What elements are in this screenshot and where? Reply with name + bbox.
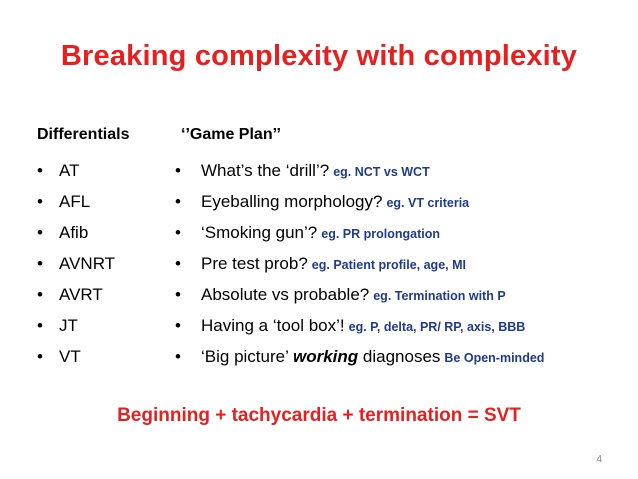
- plan-text: Eyeballing morphology?: [201, 192, 383, 211]
- plan-text: ‘Big picture’: [201, 347, 289, 366]
- summary-statement: Beginning + tachycardia + termination = SVT: [117, 405, 521, 426]
- differential-label: VT: [59, 347, 81, 366]
- plan-example: eg. PR prolongation: [321, 227, 440, 241]
- differential-label: JT: [59, 316, 78, 335]
- bullet-marker: •: [37, 192, 43, 211]
- slide-title: Breaking complexity with complexity: [60, 40, 578, 72]
- bullet-marker: •: [175, 254, 181, 273]
- plan-text: diagnoses: [362, 347, 441, 366]
- plan-emphasis: working: [292, 347, 359, 366]
- bullet-marker: •: [175, 316, 181, 335]
- bullet-marker: •: [175, 192, 181, 211]
- plan-example: eg. Patient profile, age, MI: [311, 258, 466, 272]
- plan-text: Pre test prob?: [201, 254, 308, 273]
- plan-example: eg. P, delta, PR/ RP, axis, BBB: [348, 320, 526, 334]
- plan-text: What’s the ‘drill’?: [201, 161, 330, 180]
- game-plan-heading: ‘’Game Plan’’: [181, 126, 281, 143]
- plan-example: eg. VT criteria: [386, 196, 470, 210]
- plan-example: Be Open-minded: [444, 351, 545, 365]
- differential-label: AT: [59, 161, 80, 180]
- bullet-marker: •: [175, 161, 181, 180]
- differential-label: AVNRT: [59, 254, 116, 273]
- differential-label: AFL: [59, 192, 91, 211]
- bullet-marker: •: [37, 161, 43, 180]
- plan-text: Absolute vs probable?: [201, 285, 370, 304]
- differential-label: Afib: [59, 223, 89, 242]
- page-number: 4: [596, 454, 602, 465]
- bullet-marker: •: [175, 285, 181, 304]
- plan-example: eg. Termination with P: [373, 289, 506, 303]
- bullet-marker: •: [37, 223, 43, 242]
- differentials-heading: Differentials: [37, 126, 130, 143]
- plan-text: Having a ‘tool box’!: [201, 316, 345, 335]
- plan-example: eg. NCT vs WCT: [333, 165, 430, 179]
- bullet-marker: •: [175, 223, 181, 242]
- plan-text: ‘Smoking gun’?: [201, 223, 318, 242]
- bullet-marker: •: [37, 316, 43, 335]
- differential-label: AVRT: [59, 285, 103, 304]
- bullet-marker: •: [37, 254, 43, 273]
- bullet-marker: •: [37, 347, 43, 366]
- bullet-marker: •: [175, 347, 181, 366]
- bullet-marker: •: [37, 285, 43, 304]
